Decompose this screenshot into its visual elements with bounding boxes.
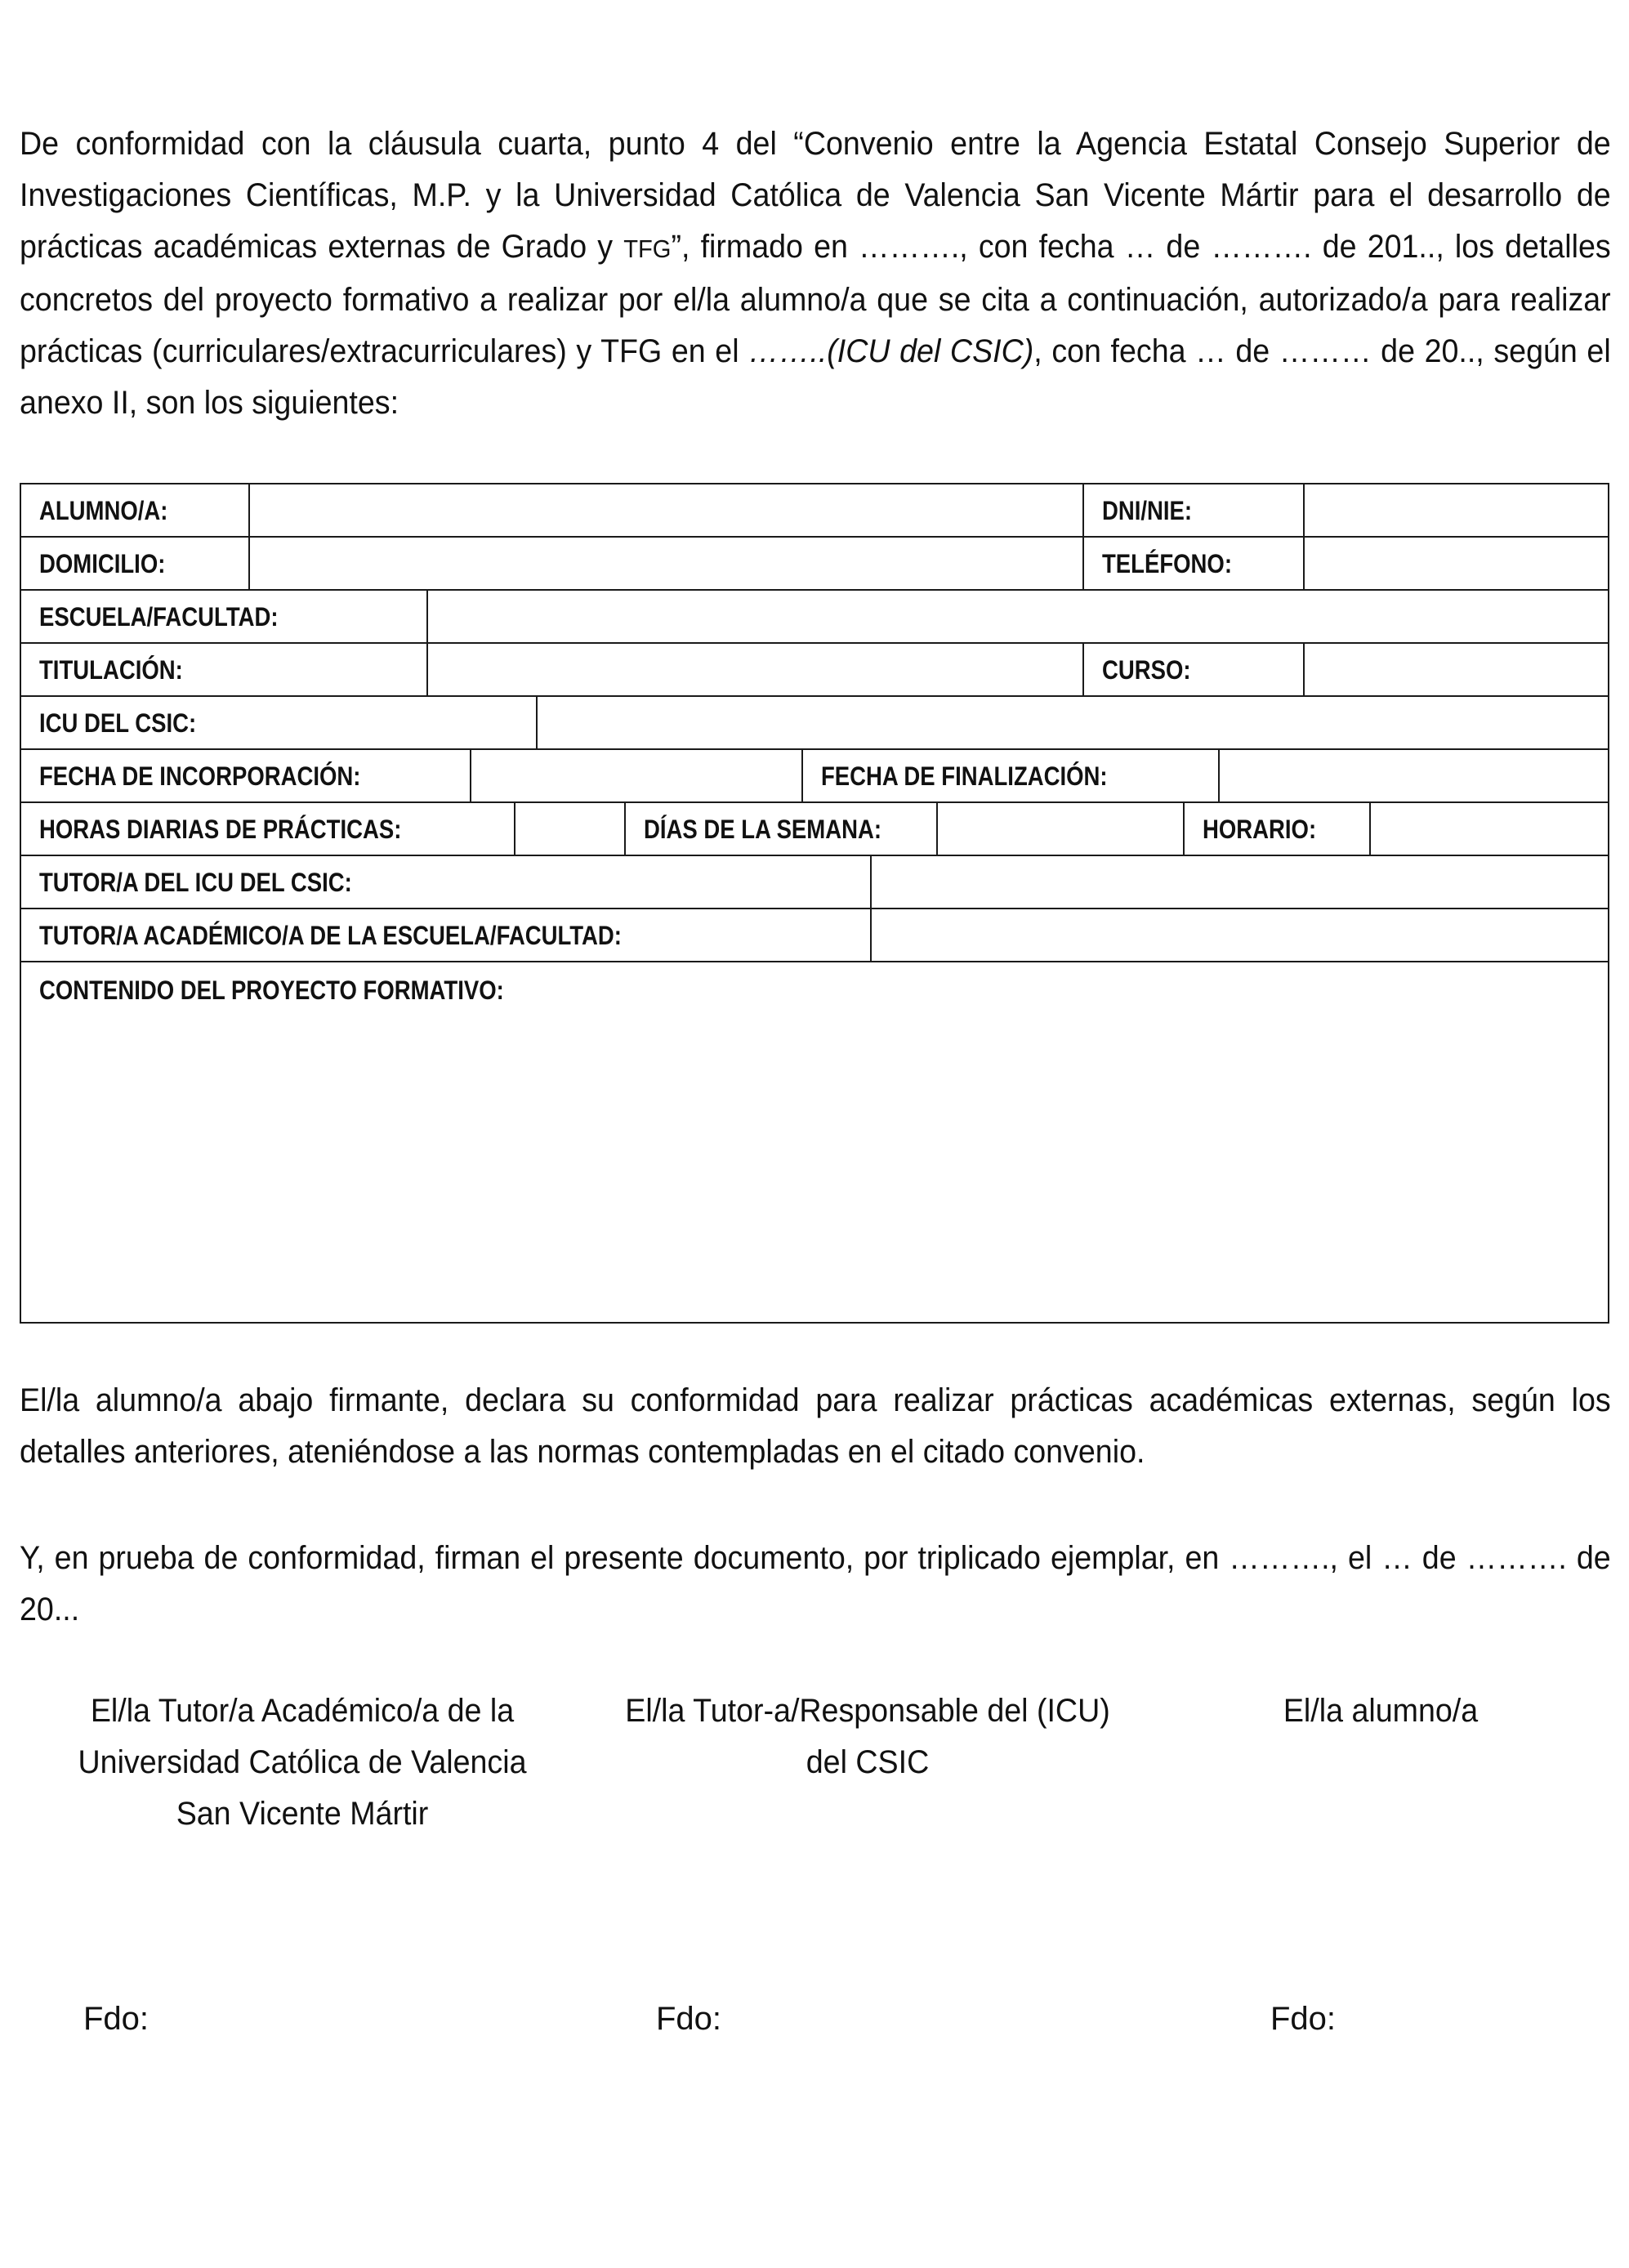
intro-paragraph [20,118,1611,429]
fdo-academic-tutor: Fdo: [83,2001,150,2037]
icu-label-cell [21,697,538,748]
tutor-acad-field[interactable] [872,909,1608,961]
alumno-label-cell [21,484,250,536]
sig2-line2: del CSIC [806,1744,930,1780]
training-project-form [20,483,1609,1324]
intro-tfg: TFG [623,234,672,263]
form-row-tutor-academico [21,909,1608,962]
alumno-label: ALUMNO/A: [39,496,168,525]
sig3-line1: El/la alumno/a [1283,1693,1479,1729]
fecha-fin-label-cell [803,750,1220,801]
form-row-domicilio [21,538,1608,591]
horas-label: HORAS DIARIAS DE PRÁCTICAS: [39,815,402,844]
fecha-fin-label: FECHA DE FINALIZACIÓN: [821,761,1108,791]
closing-paragraph: Y, en prueba de conformidad, firman el presente documento, por triplicado ejemplar, en ………., el … de ………. de 20... [20,1540,1611,1627]
icu-label: ICU DEL CSIC: [39,708,197,738]
sig1-line3: San Vicente Mártir [176,1796,429,1832]
form-row-titulacion [21,644,1608,697]
tutor-icu-label-cell [21,856,872,908]
telefono-field[interactable] [1305,538,1608,589]
alumno-field[interactable] [250,484,1084,536]
escuela-label-cell [21,591,428,642]
form-row-tutor-icu [21,856,1608,909]
escuela-label: ESCUELA/FACULTAD: [39,602,279,632]
horario-field[interactable] [1371,803,1608,855]
curso-field[interactable] [1305,644,1608,695]
domicilio-label: DOMICILIO: [39,549,166,578]
fecha-inc-label: FECHA DE INCORPORACIÓN: [39,761,361,791]
fecha-fin-field[interactable] [1220,750,1608,801]
dni-label-cell [1084,484,1305,536]
sig1-line1: El/la Tutor/a Académico/a de la [90,1693,515,1729]
fecha-inc-field[interactable] [471,750,803,801]
fdo-student: Fdo: [1270,2001,1337,2037]
signature-block-icu-tutor [591,1685,1145,1788]
titulacion-field[interactable] [428,644,1084,695]
dias-label-cell [626,803,938,855]
curso-label-cell [1084,644,1305,695]
fdo-icu-tutor: Fdo: [656,2001,722,2037]
form-row-horas [21,803,1608,856]
intro-icu-italic: ……..(ICU del CSIC) [748,333,1034,369]
contenido-label: CONTENIDO DEL PROYECTO FORMATIVO: [39,976,504,1005]
signature-block-academic-tutor [41,1685,563,1840]
fecha-inc-label-cell [21,750,471,801]
icu-field[interactable] [538,697,1608,748]
horario-label: HORARIO: [1203,815,1317,844]
domicilio-label-cell [21,538,250,589]
intro-text-3: , con fecha … de ……… de 20.., según el anexo II, son los siguientes: [20,333,1611,421]
dni-label: DNI/NIE: [1102,496,1193,525]
titulacion-label: TITULACIÓN: [39,655,183,685]
escuela-field[interactable] [428,591,1608,642]
form-row-escuela [21,591,1608,644]
signature-block-student [1212,1685,1550,1737]
intro-text-1: De conformidad con la cláusula cuarta, punto 4 del “Convenio entre la Agencia Estatal Consejo Superior de Investigaciones Científicas, M.P. y la Universidad Católica de Valencia San Vicente Mártir para el desarrollo de prácticas académicas externas de Grado y [20,126,1611,265]
contenido-field[interactable] [21,962,1608,1324]
curso-label: CURSO: [1102,655,1191,685]
declaration-paragraph: El/la alumno/a abajo firmante, declara su conformidad para realizar prácticas académicas externas, según los detalles anteriores, ateniéndose a las normas contempladas en el citado convenio. [20,1382,1611,1470]
form-row-fechas [21,750,1608,803]
form-row-alumno [21,484,1608,538]
sig2-line1: El/la Tutor-a/Responsable del (ICU) [625,1693,1110,1729]
telefono-label: TELÉFONO: [1102,549,1232,578]
horas-label-cell [21,803,515,855]
tutor-acad-label: TUTOR/A ACADÉMICO/A DE LA ESCUELA/FACULTAD: [39,921,622,950]
sig1-line2: Universidad Católica de Valencia [78,1744,527,1780]
dias-label: DÍAS DE LA SEMANA: [644,815,882,844]
dni-field[interactable] [1305,484,1608,536]
telefono-label-cell [1084,538,1305,589]
horas-field[interactable] [515,803,626,855]
tutor-acad-label-cell [21,909,872,961]
domicilio-field[interactable] [250,538,1084,589]
tutor-icu-label: TUTOR/A DEL ICU DEL CSIC: [39,868,352,897]
intro-text-2: ”, firmado en ………., con fecha … de ………. de 201.., los detalles concretos del proyecto formativo a realizar por el/la alumno/a que se cita a continuación, autorizado/a para realizar prácticas (curriculares/extracurriculares) y TFG en el [20,229,1611,369]
tutor-icu-field[interactable] [872,856,1608,908]
dias-field[interactable] [938,803,1185,855]
horario-label-cell [1185,803,1371,855]
form-row-icu [21,697,1608,750]
titulacion-label-cell [21,644,428,695]
